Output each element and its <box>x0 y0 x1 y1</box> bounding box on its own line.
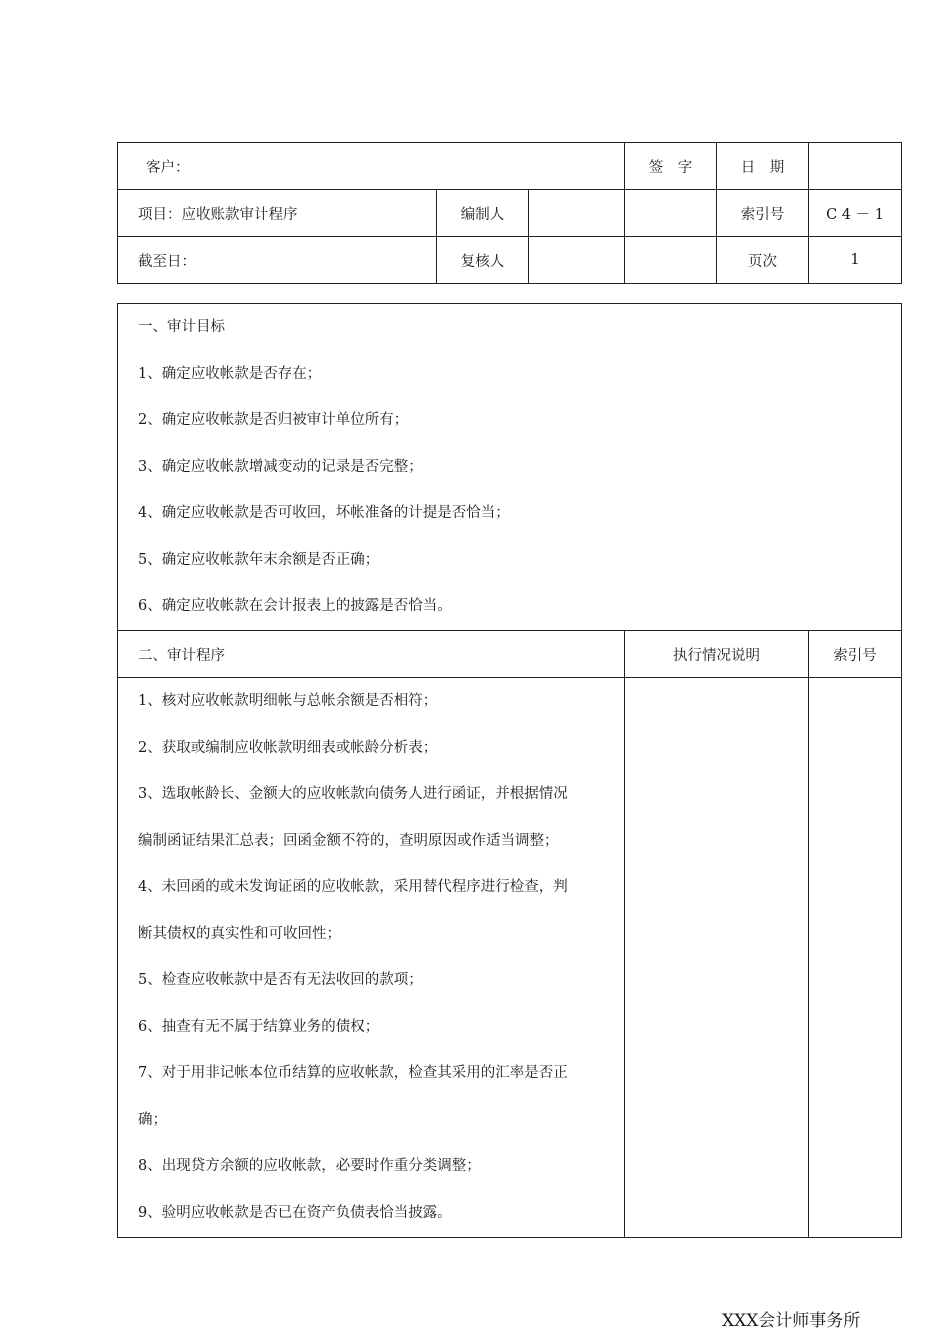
procedure-line: 1、核对应收帐款明细帐与总帐余额是否相符； <box>138 693 438 709</box>
preparer-label: 编制人 <box>437 190 529 237</box>
objectives-section <box>118 304 902 631</box>
index-column-header: 索引号 <box>809 631 902 678</box>
objectives-heading: 一、审计目标 <box>138 319 225 335</box>
procedure-line: 9、验明应收帐款是否已在资产负债表恰当披露。 <box>138 1204 452 1221</box>
page-label: 页次 <box>717 237 809 284</box>
procedures-header-row <box>118 631 902 678</box>
header-row-cutoff <box>118 237 902 284</box>
procedure-line: 5、检查应收帐款中是否有无法收回的款项； <box>138 972 423 988</box>
procedure-line: 编制函证结果汇总表；回函金额不符的，查明原因或作适当调整； <box>138 832 559 849</box>
objective-item: 1、确定应收帐款是否存在； <box>138 365 322 382</box>
header-row-project <box>118 190 902 237</box>
procedure-line: 3、选取帐龄长、金额大的应收帐款向债务人进行函证，并根据情况 <box>138 786 568 802</box>
cutoff-label: 截至日： <box>118 237 437 284</box>
procedure-line: 8、出现贷方余额的应收帐款，必要时作重分类调整； <box>138 1158 481 1174</box>
procedure-line: 4、未回函的或未发询证函的应收帐款，采用替代程序进行检查，判 <box>138 879 568 895</box>
reviewer-label: 复核人 <box>437 237 529 284</box>
date-value-cell <box>809 143 902 190</box>
page-value: 1 <box>809 237 902 284</box>
objective-item: 3、确定应收帐款增减变动的记录是否完整； <box>138 458 423 475</box>
procedure-line: 2、获取或编制应收帐款明细表或帐龄分析表； <box>138 739 438 756</box>
procedure-line: 断其债权的真实性和可收回性； <box>138 925 341 942</box>
objective-item: 2、确定应收帐款是否归被审计单位所有； <box>138 412 409 428</box>
reviewer-date-cell <box>625 237 717 284</box>
client-label: 客户： <box>146 159 190 176</box>
procedure-line: 7、对于用非记帐本位币结算的应收帐款，检查其采用的汇率是否正 <box>138 1065 568 1081</box>
objective-item: 4、确定应收帐款是否可收回，坏帐准备的计提是否恰当； <box>138 505 510 521</box>
procedure-line: 确； <box>138 1111 167 1128</box>
preparer-date-cell <box>625 190 717 237</box>
objective-item: 5、确定应收帐款年末余额是否正确； <box>138 551 380 568</box>
firm-name: XXX会计师事务所 <box>722 1311 861 1331</box>
procedures-heading: 二、审计程序 <box>118 631 625 678</box>
client-field <box>118 143 625 190</box>
procedure-line: 6、抽查有无不属于结算业务的债权； <box>138 1018 380 1035</box>
objective-item: 6、确定应收帐款在会计报表上的披露是否恰当。 <box>138 598 452 614</box>
execution-notes-cell <box>625 678 809 1238</box>
reviewer-sign-cell <box>529 237 625 284</box>
index-value: C 4 － 1 <box>809 190 902 237</box>
procedure-index-cell <box>809 678 902 1238</box>
procedures-body-row <box>118 678 902 1238</box>
audit-program-table <box>117 303 902 1238</box>
preparer-sign-cell <box>529 190 625 237</box>
date-label: 日 期 <box>717 143 809 190</box>
execution-column-header: 执行情况说明 <box>625 631 809 678</box>
index-label: 索引号 <box>717 190 809 237</box>
project-label: 项目：应收账款审计程序 <box>118 190 437 237</box>
sign-label: 签 字 <box>625 143 717 190</box>
procedures-list <box>118 678 625 1238</box>
header-row-client <box>118 143 902 190</box>
header-table <box>117 142 902 284</box>
